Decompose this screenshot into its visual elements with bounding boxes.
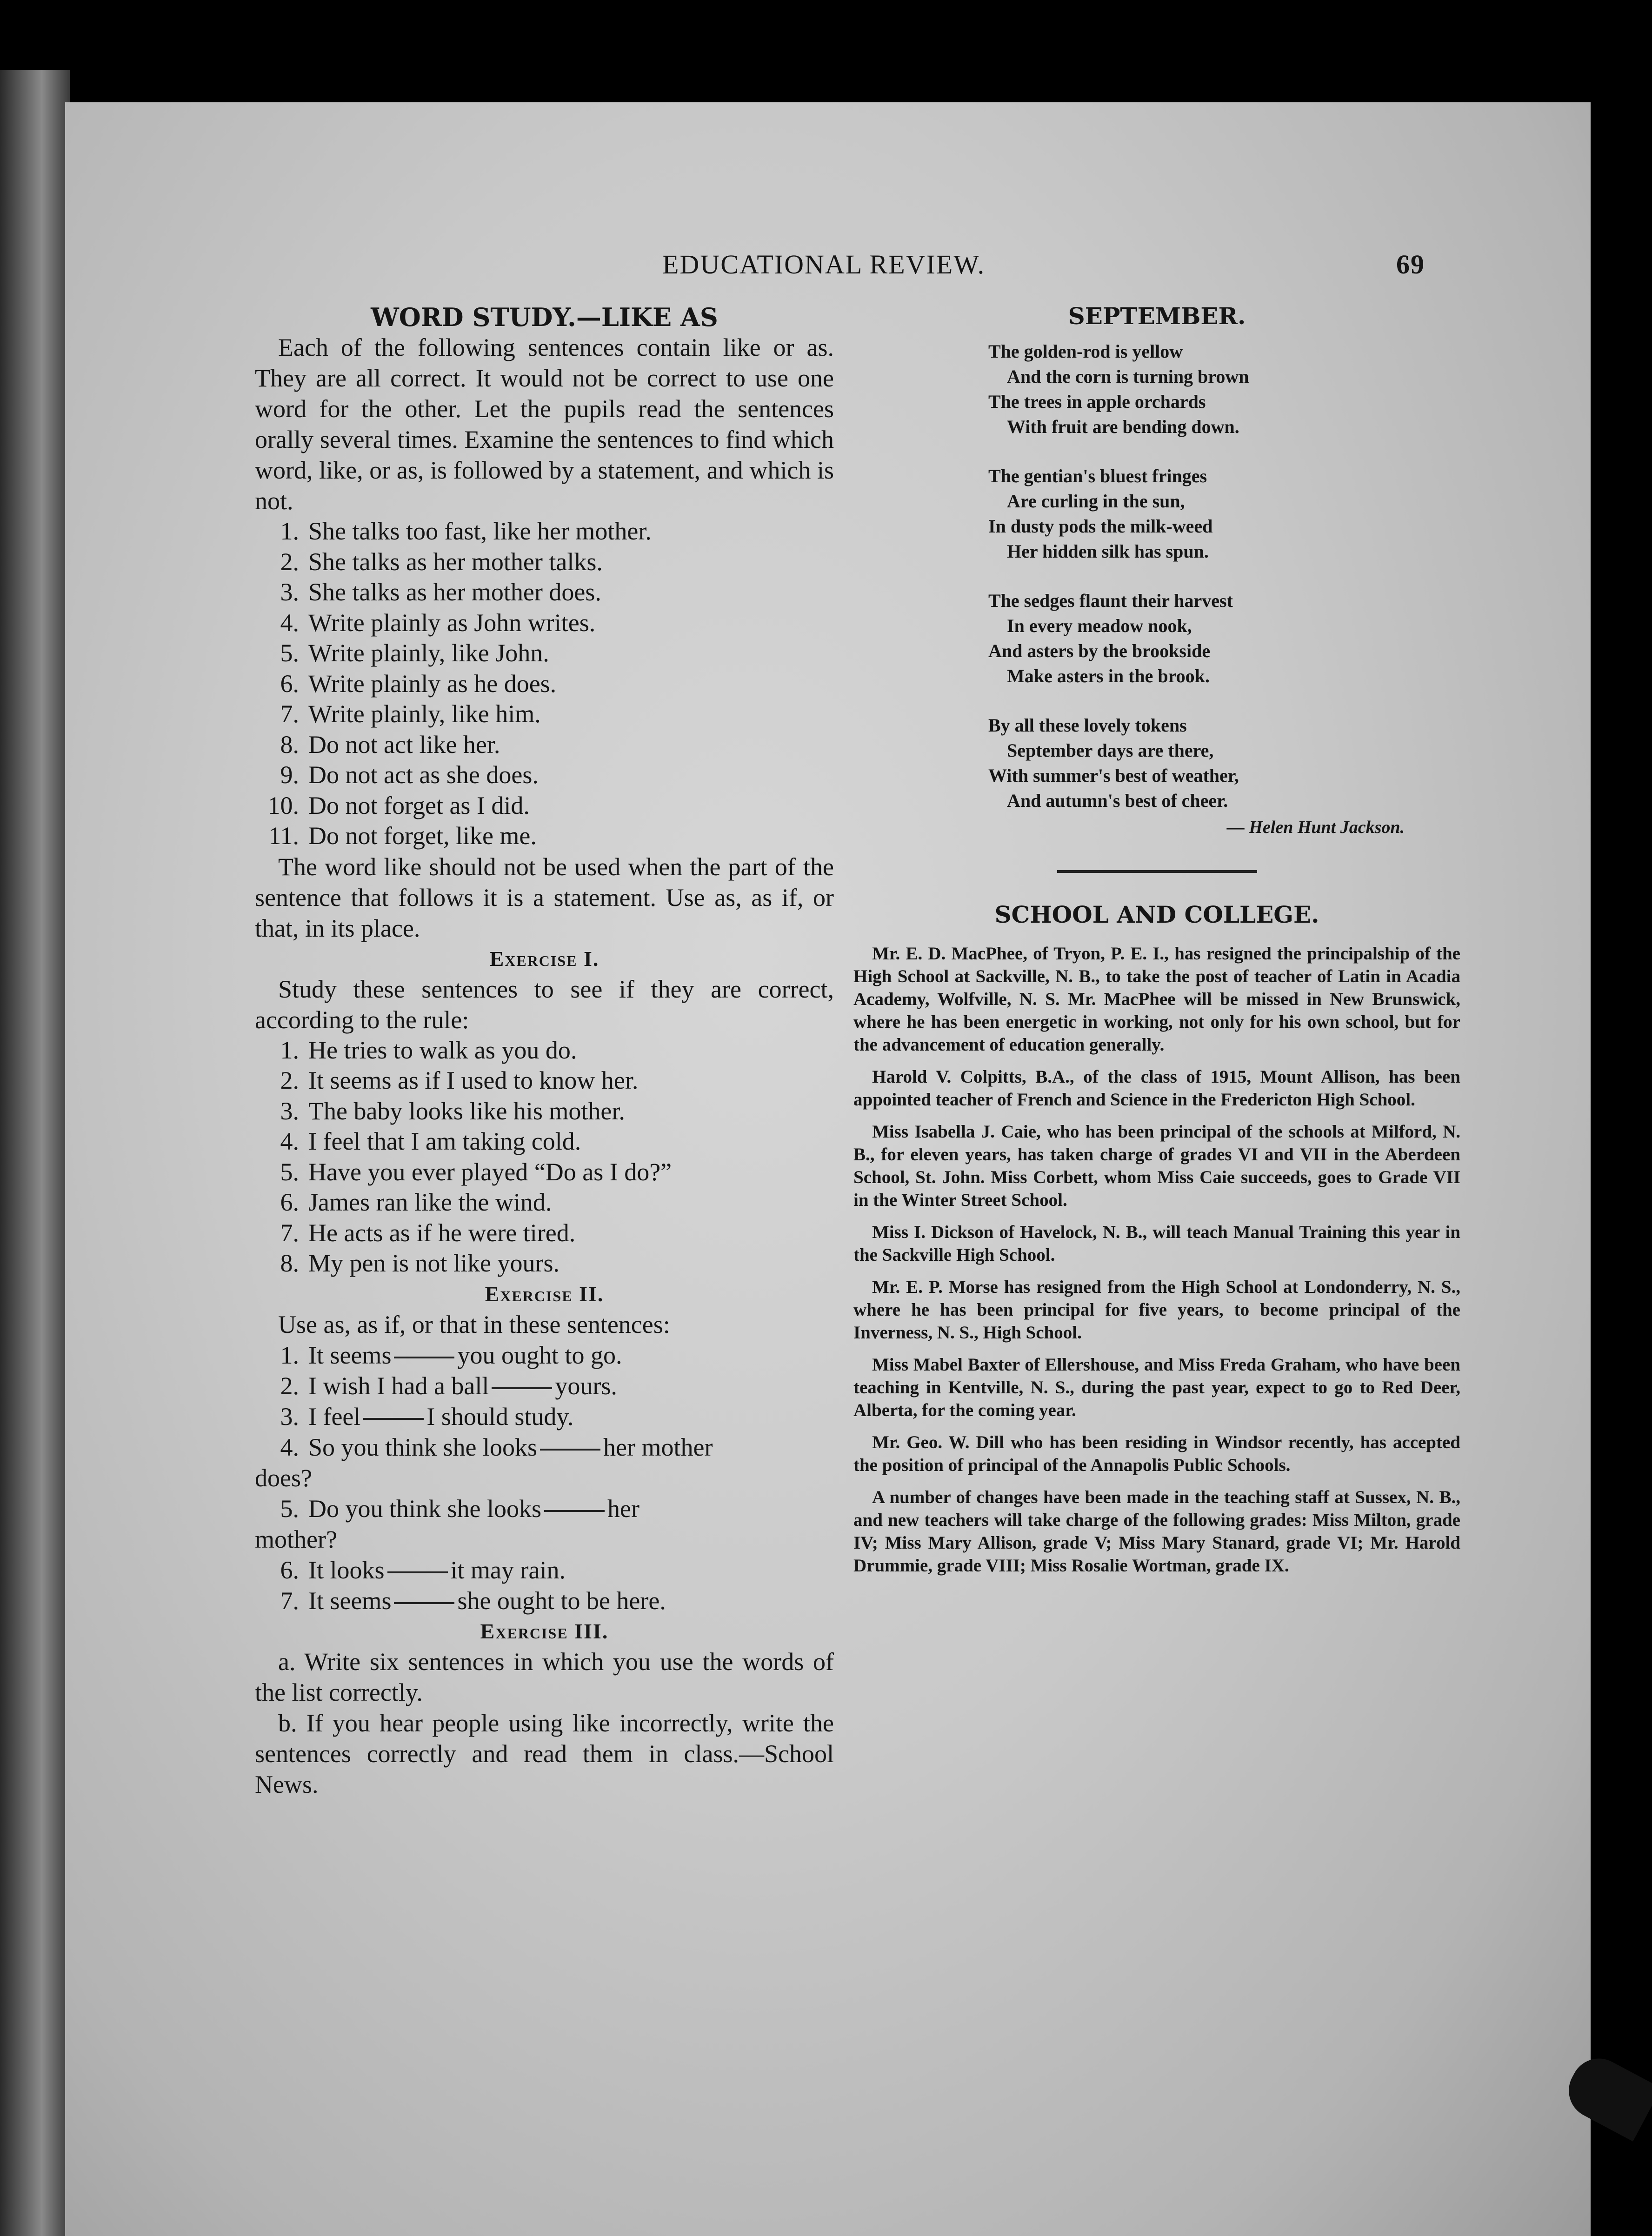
item-number: 4. (280, 1433, 299, 1461)
poem-line: With fruit are bending down. (1007, 416, 1239, 437)
poem-line: The trees in apple orchards (988, 391, 1206, 412)
list-item (255, 547, 834, 578)
item-text: Write plainly, like John. (308, 639, 549, 667)
list-item (255, 608, 834, 639)
list-item (255, 638, 834, 669)
poem-line: And autumn's best of cheer. (1007, 790, 1228, 811)
exercise-1-intro: Study these sentences to see if they are correct, according to the rule: (255, 975, 834, 1034)
news-item: Miss Mabel Baxter of Ellershouse, and Miss Freda Graham, who have been teaching in Kentville, N. S., during the past year, expect to go to Red Deer, Alberta, for the coming year. (853, 1355, 1460, 1420)
exercise-3-b: b. If you hear people using like incorrectly, write the sentences correctly and read them in class.—School News. (255, 1709, 834, 1798)
fill-in-item (255, 1493, 834, 1524)
item-text: I feel (308, 1402, 361, 1431)
poem-line: Make asters in the brook. (1007, 665, 1210, 686)
item-number: 9. (280, 761, 299, 789)
journal-title: EDUCATIONAL REVIEW. (662, 249, 986, 280)
item-text: It seems as if I used to know her. (308, 1066, 639, 1094)
exercise-3-title: Exercise III. (480, 1619, 609, 1643)
exercise-1-title: Exercise I. (489, 946, 600, 971)
exercise-1-list (255, 1035, 834, 1279)
answer-blank (544, 1510, 605, 1512)
item-number: 5. (280, 639, 299, 667)
list-item (255, 699, 834, 730)
answer-blank (394, 1357, 454, 1358)
poem-line: Her hidden silk has spun. (1007, 541, 1209, 562)
poem-stanza (988, 339, 1460, 439)
item-number: 6. (280, 1556, 299, 1584)
item-text: her (607, 1494, 639, 1523)
list-item (255, 1248, 834, 1279)
item-number: 10. (267, 791, 299, 819)
news-item: A number of changes have been made in the teaching staff at Sussex, N. B., and new teachers will take charge of the following grades: Miss Milton, grade IV; Miss Mary Allison, grade V; Miss Mary Stanard, grade VI; Mr. Harold Drummie, grade VIII; Miss Rosalie Wortman, grade IX. (853, 1487, 1460, 1576)
item-number: 11. (268, 822, 299, 850)
article-heading: WORD STUDY.—LIKE AS (371, 302, 718, 332)
exercise-2-intro: Use as, as if, or that in these sentences: (278, 1310, 670, 1338)
poem-stanza (988, 713, 1460, 813)
exercise-2-list (255, 1340, 834, 1616)
item-text: She talks too fast, like her mother. (308, 517, 652, 545)
item-text: Write plainly as John writes. (308, 608, 596, 637)
item-text: I should study. (426, 1402, 574, 1431)
item-number: 3. (280, 578, 299, 606)
item-number: 8. (280, 730, 299, 759)
example-sentences (255, 516, 834, 852)
left-column (255, 302, 834, 1800)
poem-body (853, 339, 1460, 813)
poem-line: With summer's best of weather, (988, 765, 1239, 786)
item-text: yours. (555, 1371, 617, 1400)
news-items (853, 942, 1460, 1577)
item-number: 7. (280, 1586, 299, 1615)
fill-in-item (255, 1401, 834, 1432)
list-item (255, 577, 834, 608)
item-text: Do you think she looks (308, 1494, 542, 1523)
item-number: 3. (280, 1097, 299, 1125)
list-item (255, 760, 834, 791)
list-item (255, 1157, 834, 1188)
fill-in-item (255, 1585, 834, 1616)
exercise-3-a: a. Write six sentences in which you use the words of the list correctly. (255, 1647, 834, 1706)
item-text: she ought to be here. (457, 1586, 666, 1615)
item-text: Do not act like her. (308, 730, 500, 759)
rule-paragraph: The word like should not be used when the part of the sentence that follows it is a statement. Use as, as if, or that, in its place. (255, 852, 834, 942)
item-text: He tries to walk as you do. (308, 1036, 577, 1064)
item-number: 5. (280, 1158, 299, 1186)
section-divider (1057, 870, 1257, 873)
item-continuation: mother? (255, 1525, 337, 1553)
fill-in-item (255, 1340, 834, 1371)
item-text: She talks as her mother talks. (308, 547, 603, 576)
list-item (255, 1218, 834, 1249)
item-text: It seems (308, 1586, 392, 1615)
poem-line: In dusty pods the milk-weed (988, 516, 1213, 537)
right-column (853, 302, 1460, 1586)
answer-blank (540, 1449, 600, 1451)
item-text: Have you ever played “Do as I do?” (308, 1158, 672, 1186)
fill-in-item (255, 1555, 834, 1585)
poem-line: And asters by the brookside (988, 640, 1211, 661)
item-number: 2. (280, 547, 299, 576)
answer-blank (394, 1602, 454, 1604)
page-number: 69 (1396, 249, 1425, 280)
list-item (255, 1187, 834, 1218)
item-number: 1. (280, 1341, 299, 1369)
item-text: her mother (603, 1433, 713, 1461)
item-number: 7. (280, 1218, 299, 1247)
poem-line: By all these lovely tokens (988, 715, 1187, 736)
item-text: Do not forget, like me. (308, 822, 537, 850)
item-number: 6. (280, 669, 299, 698)
item-text: Do not act as she does. (308, 761, 539, 789)
news-item: Harold V. Colpitts, B.A., of the class of 1915, Mount Allison, has been appointed teacher of French and Science in the Fredericton High School. (853, 1067, 1460, 1110)
list-item (255, 791, 834, 821)
item-text: Do not forget as I did. (308, 791, 530, 819)
item-number: 7. (280, 700, 299, 728)
list-item (255, 669, 834, 699)
item-text: She talks as her mother does. (308, 578, 601, 606)
news-item: Mr. E. D. MacPhee, of Tryon, P. E. I., has resigned the principalship of the High School at Sackville, N. B., to take the post of teacher of Latin in Acadia Academy, Wolfville, N. S. Mr. MacPhee will be missed in New Brunswick, where he has been energetic in working, not only for his own school, but for the advancement of education generally. (853, 944, 1460, 1055)
news-item: Mr. E. P. Morse has resigned from the High School at Londonderry, N. S., where he has been principal for five years, to become principal of the Inverness, N. S., High School. (853, 1277, 1460, 1343)
item-text: I wish I had a ball (308, 1371, 489, 1400)
poem-line: The sedges flaunt their harvest (988, 590, 1233, 611)
item-number: 1. (280, 1036, 299, 1064)
poem-line: The golden-rod is yellow (988, 341, 1183, 362)
poem-line: In every meadow nook, (1007, 615, 1192, 636)
item-text: So you think she looks (308, 1433, 538, 1461)
intro-paragraph: Each of the following sentences contain like or as. They are all correct. It would not be correct to use one word for the other. Let the pupils read the sentences orally several times. Examine the sentences to find which word, like, or as, is followed by a statement, and which is not. (255, 333, 834, 515)
item-text: The baby looks like his mother. (308, 1097, 625, 1125)
item-number: 1. (280, 517, 299, 545)
poem-line: The gentian's bluest fringes (988, 466, 1207, 486)
news-heading: SCHOOL AND COLLEGE. (994, 901, 1319, 928)
item-number: 4. (280, 1127, 299, 1155)
news-item: Mr. Geo. W. Dill who has been residing in Windsor recently, has accepted the position of principal of the Annapolis Public Schools. (853, 1432, 1460, 1475)
poem-stanza (988, 464, 1460, 564)
poem-line: And the corn is turning brown (1007, 366, 1249, 387)
poem-title: SEPTEMBER. (1068, 302, 1246, 330)
item-number: 5. (280, 1494, 299, 1523)
news-item: Miss Isabella J. Caie, who has been principal of the schools at Milford, N. B., for eleven years, has taken charge of grades VI and VII in the Aberdeen School, St. John. Miss Corbett, whom Miss Caie succeeds, goes to Grade VII in the Winter Street School. (853, 1122, 1460, 1210)
fill-in-item (255, 1371, 834, 1401)
item-number: 2. (280, 1066, 299, 1094)
list-item (255, 730, 834, 760)
fill-in-item (255, 1432, 834, 1463)
book-spine-edge (0, 70, 70, 2236)
list-item (255, 516, 834, 547)
item-text: it may rain. (450, 1556, 566, 1584)
list-item (255, 1126, 834, 1157)
item-number: 3. (280, 1402, 299, 1431)
item-text: It looks (308, 1556, 385, 1584)
item-text: My pen is not like yours. (308, 1249, 560, 1277)
exercise-2-title: Exercise II. (485, 1282, 604, 1306)
poem-line: September days are there, (1007, 740, 1214, 761)
poem-line: Are curling in the sun, (1007, 491, 1185, 512)
item-text: James ran like the wind. (308, 1188, 552, 1216)
item-text: Write plainly as he does. (308, 669, 557, 698)
item-number: 2. (280, 1371, 299, 1400)
answer-blank (363, 1418, 424, 1420)
answer-blank (492, 1387, 552, 1389)
item-text: you ought to go. (457, 1341, 622, 1369)
poem-author: — Helen Hunt Jackson. (1226, 818, 1405, 837)
item-text: I feel that I am taking cold. (308, 1127, 581, 1155)
list-item (255, 1065, 834, 1096)
item-text: Write plainly, like him. (308, 700, 541, 728)
list-item (255, 821, 834, 852)
answer-blank (387, 1571, 448, 1573)
list-item (255, 1035, 834, 1066)
item-number: 6. (280, 1188, 299, 1216)
item-text: It seems (308, 1341, 392, 1369)
news-item: Miss I. Dickson of Havelock, N. B., will teach Manual Training this year in the Sackville High School. (853, 1222, 1460, 1265)
running-header (662, 249, 1481, 280)
item-number: 8. (280, 1249, 299, 1277)
item-continuation: does? (255, 1464, 312, 1492)
item-text: He acts as if he were tired. (308, 1218, 576, 1247)
poem-stanza (988, 588, 1460, 689)
list-item (255, 1096, 834, 1127)
item-number: 4. (280, 608, 299, 637)
